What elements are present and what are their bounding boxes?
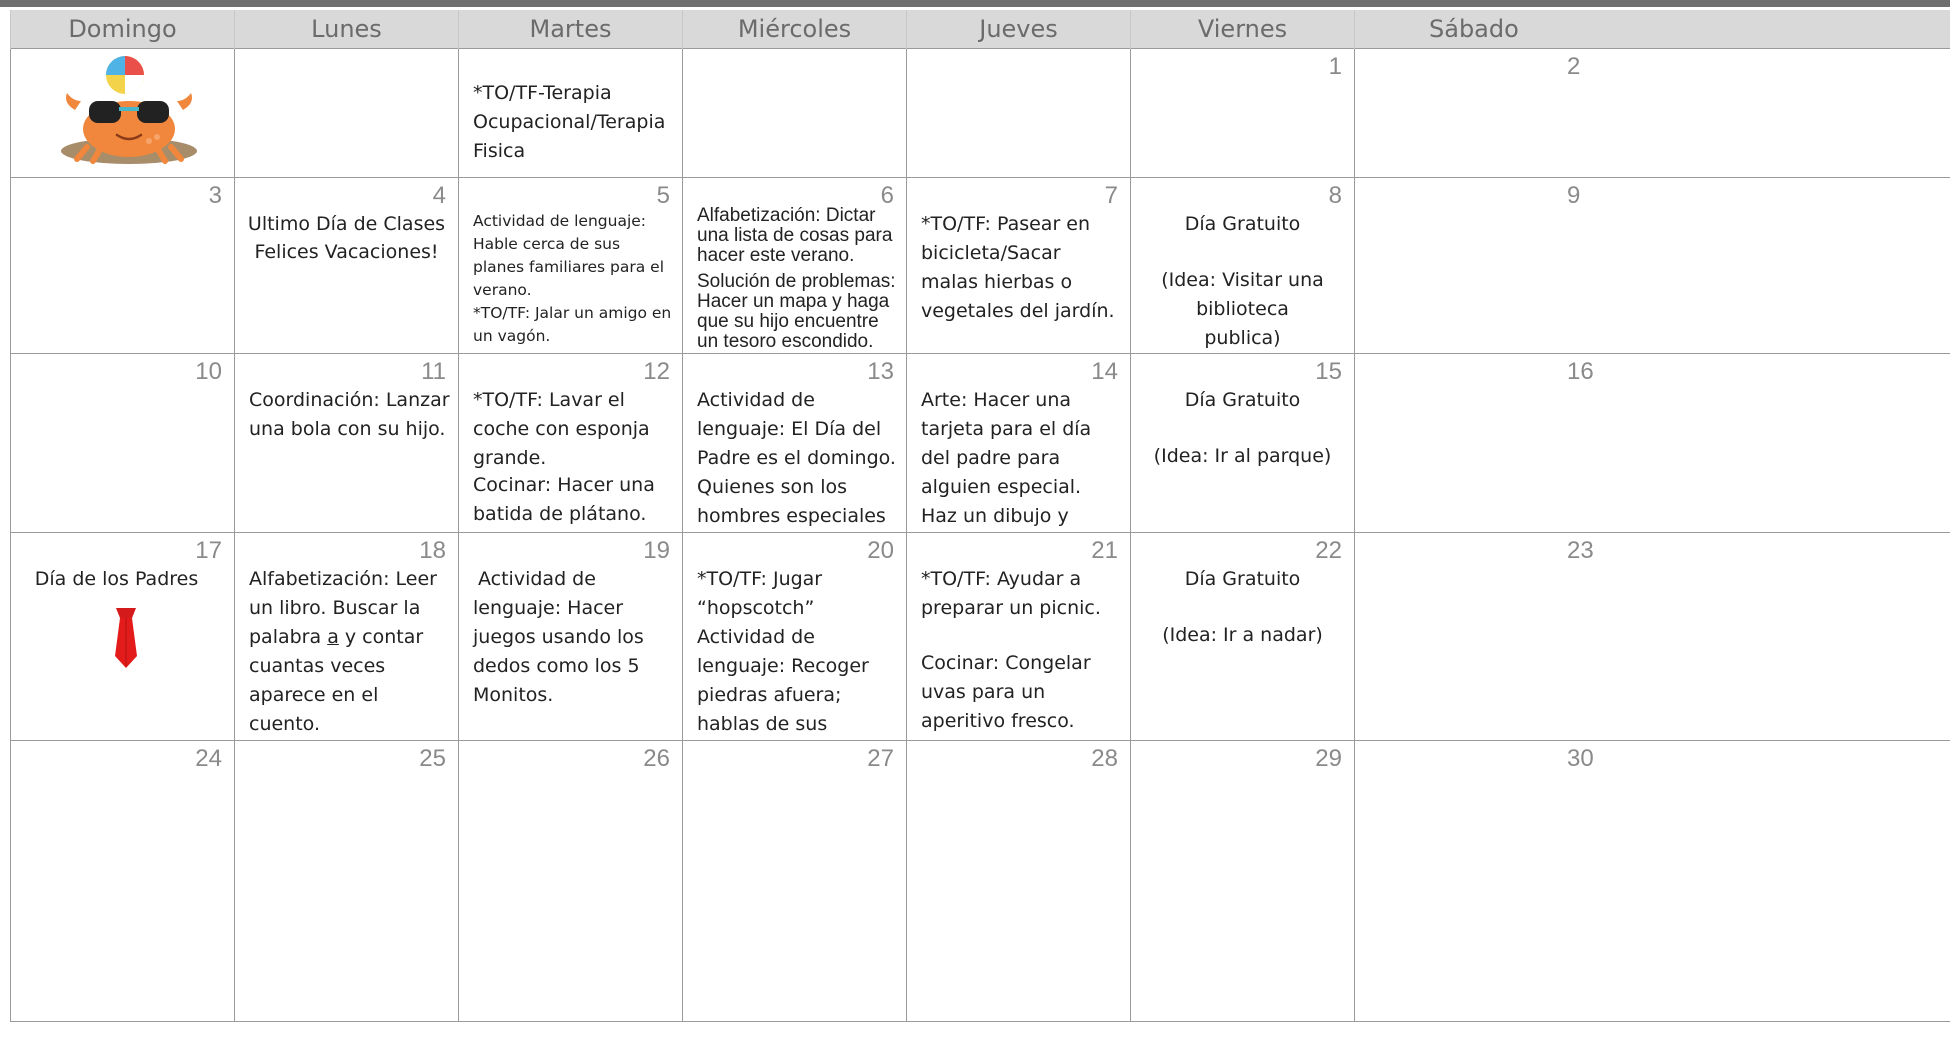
day-cell-monday: [235, 354, 459, 533]
day-cell-wednesday: [683, 741, 907, 1022]
date-number: 26: [643, 745, 670, 772]
event-last-day-of-school: Ultimo Día de Clases: [247, 213, 446, 235]
weekday-header: Miércoles: [683, 10, 907, 49]
event-hopscotch: *TO/TF: Jugar “hopscotch”: [697, 568, 823, 619]
event-text: Alfabetización: Leer un libro. Buscar la palabra: [249, 568, 437, 648]
week-row: [11, 49, 1950, 178]
day-cell-wednesday: [683, 533, 907, 741]
date-number: 17: [195, 537, 222, 564]
date-number: 23: [1567, 537, 1594, 564]
day-cell-friday: [1131, 533, 1355, 741]
date-number: 16: [1567, 358, 1594, 385]
week-row: [11, 354, 1950, 533]
event-wash-car: *TO/TF: Lavar el coche con esponja grande.: [473, 389, 650, 469]
day-cell-saturday: [1355, 741, 1950, 1022]
date-number: 25: [419, 745, 446, 772]
event-art-card: Arte: Hacer una tarjeta para el día del padre para alguien especial. Haz un dibujo y: [921, 389, 1092, 527]
day-cell-saturday: [1355, 49, 1950, 178]
date-number: 8: [1328, 182, 1342, 209]
day-cell-tuesday: [459, 178, 683, 354]
date-number: 21: [1091, 537, 1118, 564]
event-idea: (Idea: Ir al parque): [1153, 445, 1332, 467]
day-cell-wednesday: [683, 178, 907, 354]
event-therapy-wagon: *TO/TF: Jalar un amigo en un vagón.: [473, 304, 672, 345]
weekday-header: Lunes: [235, 10, 459, 49]
date-number: 20: [867, 537, 894, 564]
event-bike-garden: *TO/TF: Pasear en bicicleta/Sacar malas hierbas o vegetales del jardín.: [921, 213, 1115, 322]
day-cell-tuesday: [459, 741, 683, 1022]
date-number: 14: [1091, 358, 1118, 385]
event-picnic: *TO/TF: Ayudar a preparar un picnic.: [921, 568, 1101, 619]
top-border-bar: [0, 0, 1950, 7]
weekday-header: Sábado: [1355, 10, 1950, 49]
event-fathers-day-talk: Actividad de lenguaje: El Día del Padre es el domingo. Quienes son los hombres especiales: [697, 389, 896, 527]
event-list: [473, 386, 674, 529]
day-cell-friday: [1131, 354, 1355, 533]
week-row: [11, 178, 1950, 354]
date-number: 2: [1567, 53, 1581, 80]
event-happy-vacation: Felices Vacaciones!: [254, 241, 439, 263]
date-number: 11: [421, 358, 446, 385]
weekday-header: Viernes: [1131, 10, 1355, 49]
date-number: 13: [867, 358, 894, 385]
event-text: y contar cuantas veces aparece en el cuento.: [249, 626, 424, 735]
event-free-day: Día Gratuito: [1184, 389, 1301, 411]
event-literacy: Alfabetización: Dictar una lista de cosas para hacer este verano.: [697, 205, 893, 266]
day-cell-tuesday: [459, 49, 683, 178]
day-cell-wednesday: [683, 354, 907, 533]
day-cell-sunday: [11, 741, 235, 1022]
date-number: 5: [656, 182, 670, 209]
weekday-header-row: [11, 10, 1950, 49]
week-row: [11, 533, 1950, 741]
weekday-header: Domingo: [11, 10, 235, 49]
date-number: 18: [419, 537, 446, 564]
date-number: 6: [880, 182, 894, 209]
day-cell-monday: [235, 178, 459, 354]
day-cell-tuesday: [459, 533, 683, 741]
event-cooking-smoothie: Cocinar: Hacer una batida de plátano.: [473, 474, 655, 525]
date-number: 3: [208, 182, 222, 209]
day-cell-monday: [235, 741, 459, 1022]
event-therapy-info: *TO/TF-Terapia Ocupacional/Terapia Fisica: [473, 82, 666, 162]
event-rocks-language: Actividad de lenguaje: Recoger piedras afuera; hablas de sus: [697, 626, 869, 735]
event-list: [697, 565, 898, 741]
date-number: 15: [1315, 358, 1342, 385]
crab-with-beach-ball-icon: [59, 55, 199, 167]
date-number: 24: [195, 745, 222, 772]
day-cell-thursday: [907, 354, 1131, 533]
date-number: 30: [1567, 745, 1594, 772]
event-frozen-grapes: Cocinar: Congelar uvas para un aperitivo fresco.: [921, 652, 1091, 732]
day-cell-thursday: [907, 533, 1131, 741]
day-cell-saturday: [1355, 354, 1950, 533]
day-cell-wednesday: [683, 49, 907, 178]
event-problem-solving: Solución de problemas: Hacer un mapa y haga que su hijo encuentre un tesoro escondido.: [697, 271, 896, 352]
event-literacy-reading: [249, 565, 450, 739]
week-row: [11, 741, 1950, 1022]
day-cell-thursday: [907, 49, 1131, 178]
event-free-day: Día Gratuito: [1184, 568, 1301, 590]
day-cell-friday: [1131, 741, 1355, 1022]
date-number: 7: [1104, 182, 1118, 209]
day-cell-friday: [1131, 178, 1355, 354]
day-cell-sunday: [11, 354, 235, 533]
day-cell-sunday: [11, 49, 235, 178]
date-number: 27: [867, 745, 894, 772]
date-number: 4: [432, 182, 446, 209]
day-cell-thursday: [907, 741, 1131, 1022]
day-cell-sunday: [11, 178, 235, 354]
date-number: 12: [643, 358, 670, 385]
date-number: 10: [195, 358, 222, 385]
date-number: 19: [643, 537, 670, 564]
event-finger-games: Actividad de lenguaje: Hacer juegos usando los dedos como los 5 Monitos.: [473, 568, 644, 706]
date-number: 9: [1567, 182, 1581, 209]
event-free-day: Día Gratuito: [1184, 213, 1301, 235]
calendar-table: [10, 10, 1950, 1022]
necktie-icon: [113, 608, 139, 668]
underlined-word: a: [327, 626, 339, 648]
event-coordination: Coordinación: Lanzar una bola con su hijo.: [249, 389, 450, 440]
event-list: [473, 210, 674, 348]
day-cell-saturday: [1355, 533, 1950, 741]
day-cell-tuesday: [459, 354, 683, 533]
date-number: 22: [1315, 537, 1342, 564]
weekday-header: Jueves: [907, 10, 1131, 49]
event-idea: (Idea: Ir a nadar): [1162, 624, 1323, 646]
day-cell-saturday: [1355, 178, 1950, 354]
event-idea: (Idea: Visitar una biblioteca publica): [1161, 269, 1324, 349]
day-cell-thursday: [907, 178, 1131, 354]
weekday-header: Martes: [459, 10, 683, 49]
date-number: 1: [1328, 53, 1342, 80]
day-cell-friday: [1131, 49, 1355, 178]
day-cell-monday: [235, 533, 459, 741]
event-language-activity: Actividad de lenguaje: Hable cerca de sus planes familiares para el verano.: [473, 212, 665, 299]
day-cell-sunday: [11, 533, 235, 741]
date-number: 28: [1091, 745, 1118, 772]
event-fathers-day: Día de los Padres: [34, 568, 199, 590]
calendar: [10, 10, 1950, 1052]
day-cell-monday: [235, 49, 459, 178]
event-list: [697, 206, 898, 352]
date-number: 29: [1315, 745, 1342, 772]
